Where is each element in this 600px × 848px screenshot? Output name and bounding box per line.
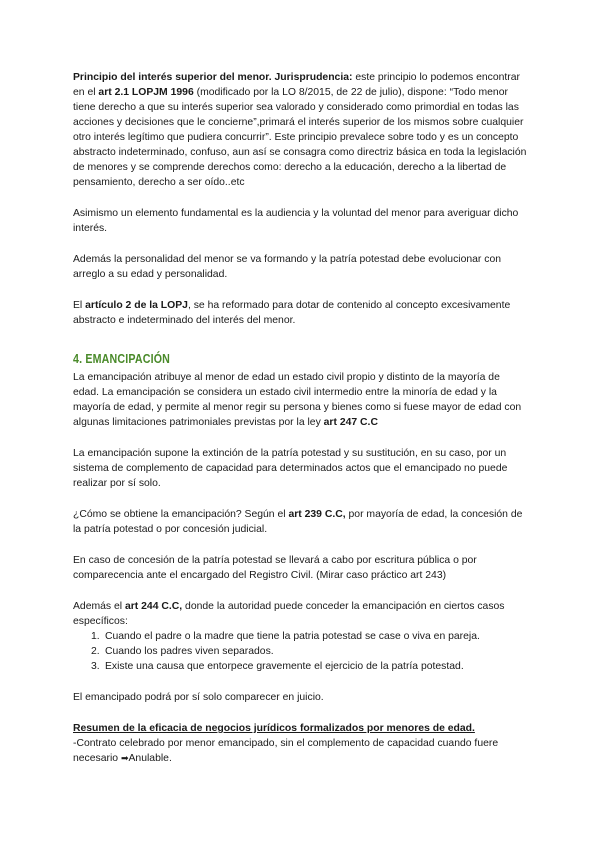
- paragraph-articulo-2: [73, 298, 528, 328]
- text-run: El: [73, 300, 86, 311]
- list-number: 1.: [91, 631, 100, 642]
- bold-lead: Principio del interés superior del menor. Jurisprudencia:: [73, 72, 353, 83]
- text-run: ¿Cómo se obtiene la emancipación? Según el: [73, 509, 289, 520]
- bold-article-ref: art 247 C.C: [323, 417, 378, 428]
- text-run: -Contrato celebrado por menor emancipado, sin el complemento de capacidad cuando fuere necesario: [73, 738, 499, 764]
- paragraph-interes-superior: [73, 70, 528, 190]
- paragraph-emancipacion-def: [73, 370, 528, 430]
- paragraph-audiencia: Asimismo un elemento fundamental es la audiencia y la voluntad del menor para averiguar dicho interés.: [73, 208, 519, 234]
- text-run: La emancipación atribuye al menor de edad un estado civil propio y distinto de la mayoría de edad. La emancipación se considera un estado civil intermedio entre la minoría de edad y la mayoría de edad, y permite al menor regir su persona y bienes como si fuese mayor de edad con algunas limitaciones patrimoniales previstas por la ley: [73, 372, 522, 428]
- text-run: Además el: [73, 601, 125, 612]
- numbered-list: [73, 629, 528, 674]
- list-text: Existe una causa que entorpece gravemente el ejercicio de la patría potestad.: [105, 661, 464, 672]
- text-run: por mayoría de edad, la concesión de la patría potestad o por concesión judicial.: [73, 509, 523, 535]
- paragraph-extincion: La emancipación supone la extinción de la patría potestad y su sustitución, en su caso, por un sistema de complemento de capacidad para determinados actos que el emancipado no puede realizar por sí solo.: [73, 448, 508, 489]
- list-item: [73, 629, 528, 644]
- bold-article-ref: art 2.1 LOPJM 1996: [98, 87, 194, 98]
- list-text: Cuando los padres viven separados.: [105, 646, 274, 657]
- text-run: (modificado por la LO 8/2015, de 22 de julio), dispone: “Todo menor tiene derecho a que su interés superior sea valorado y considerado como primordial en todas las acciones y decisiones que le concierne”,primará el interés superior de los mismos sobre cualquier otro interés legítimo que pudiera concurrir”. Este principio prevalece sobre todo y es un concepto abstracto indeterminado, confuso, aun así se consagra como directriz básica en toda la legislación de menores y se comprende derechos como: derecho a la educación, derecho a la libertad de pensamiento, derecho a ser oído..etc: [73, 87, 527, 188]
- paragraph-personalidad: Además la personalidad del menor se va formando y la patría potestad debe evolucionar con arreglo a su edad y personalidad.: [73, 254, 502, 280]
- bold-article-ref: artículo 2 de la LOPJ: [85, 300, 188, 311]
- paragraph-como-se-obtiene: [73, 507, 528, 537]
- paragraph-concesion: En caso de concesión de la patría potestad se llevará a cabo por escritura pública o por comparecencia ante el encargado del Registro Civil. (Mirar caso práctico art 243): [73, 555, 477, 581]
- list-number: 2.: [91, 646, 100, 657]
- right-arrow-icon: ➡: [120, 753, 129, 763]
- list-number: 3.: [91, 661, 100, 672]
- paragraph-art-244: [73, 599, 528, 629]
- bold-article-ref: art 239 C.C,: [288, 509, 346, 520]
- bold-article-ref: art 244 C.C,: [124, 601, 183, 612]
- list-text: Cuando el padre o la madre que tiene la patria potestad se case o viva en pareja.: [105, 631, 480, 642]
- paragraph-comparecer: El emancipado podrá por sí solo comparecer en juicio.: [73, 692, 324, 703]
- summary-line: [73, 736, 528, 766]
- summary-title: Resumen de la eficacia de negocios jurídicos formalizados por menores de edad.: [73, 723, 475, 734]
- document-body: [73, 70, 528, 782]
- text-run: Anulable.: [128, 753, 172, 764]
- list-item: [73, 659, 528, 674]
- section-heading: 4. EMANCIPACIÓN: [73, 351, 171, 366]
- text-run: , se ha reformado para dotar de contenido al concepto excesivamente abstracto e indeterminado del interés del menor.: [73, 300, 511, 326]
- text-run: este principio lo podemos encontrar en el: [73, 72, 520, 98]
- list-item: [73, 644, 528, 659]
- text-run: donde la autoridad puede conceder la emancipación en ciertos casos específicos:: [73, 601, 505, 627]
